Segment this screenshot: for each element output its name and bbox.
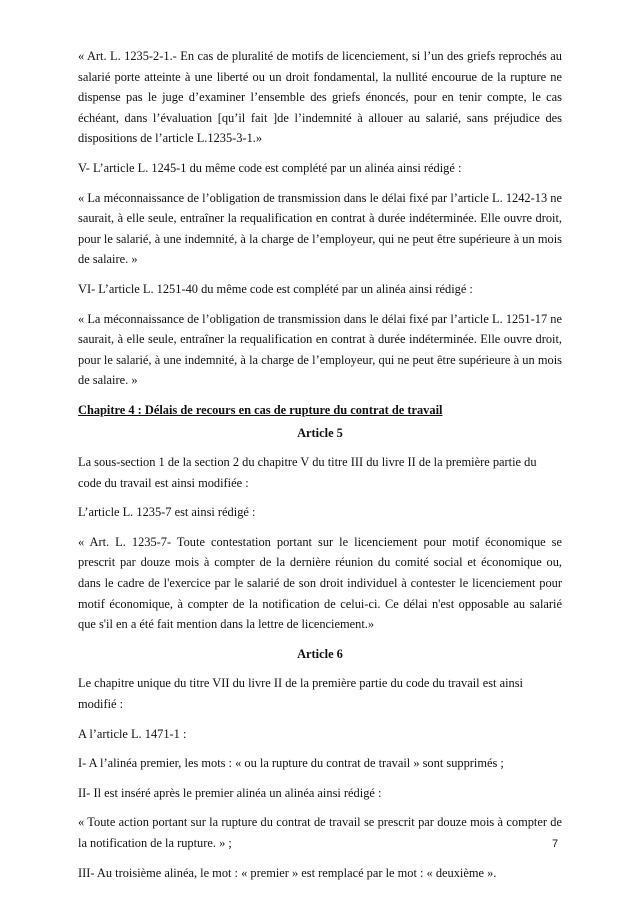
paragraph-quote-1242-13: « La méconnaissance de l’obligation de transmission dans le délai fixé par l’article L. 1242-13 ne saurait, à elle seule, entraîner la requalification en contrat à durée indéterminée. Elle ouvre droit, pour le salarié, à une indemnité, à la charge de l’employeur, qui ne peut être supérieure à un mois de salaire. » — [78, 190, 562, 267]
chapter-4-heading: Chapitre 4 : Délais de recours en cas de rupture du contrat de travail — [78, 402, 443, 417]
paragraph-section-v: V- L’article L. 1245-1 du même code est complété par un alinéa ainsi rédigé : — [78, 160, 462, 175]
paragraph-article-1235-7: L’article L. 1235-7 est ainsi rédigé : — [78, 505, 256, 520]
paragraph-item-i: I- A l’alinéa premier, les mots : « ou la rupture du contrat de travail » sont supprimés ; — [78, 756, 504, 771]
document-page — [78, 46, 562, 892]
paragraph-item-iii: III- Au troisième alinéa, le mot : « premier » est remplacé par le mot : « deuxième ». — [78, 865, 497, 880]
paragraph-item-ii: II- Il est inséré après le premier alinéa un alinéa ainsi rédigé : — [78, 785, 382, 800]
paragraph-section-vi: VI- L’article L. 1251-40 du même code est complété par un alinéa ainsi rédigé : — [78, 281, 473, 296]
paragraph-quote-1251-17: « La méconnaissance de l’obligation de transmission dans le délai fixé par l’article L. 1251-17 ne saurait, à elle seule, entraîner la requalification en contrat à durée indéterminée. Elle ouvre droit, pour le salarié, à une indemnité, à la charge de l’employeur, qui ne peut être supérieure à un mois de salaire. » — [78, 311, 562, 388]
article-6-title: Article 6 — [297, 646, 343, 661]
article-5-title: Article 5 — [297, 425, 343, 440]
paragraph-quote-1235-7: « Art. L. 1235-7- Toute contestation portant sur le licenciement pour motif économique se prescrit par douze mois à compter de la dernière réunion du comité social et économique ou, dans le cadre de l'exercice par le salarié de son droit individuel à contester le licenciement pour motif économique, à compter de la notification de celui-ci. Ce délai n'est opposable au salarié que s'il en a été fait mention dans la lettre de licenciement.» — [78, 534, 562, 632]
page-number: 7 — [552, 838, 559, 850]
paragraph-chapitre-unique: Le chapitre unique du titre VII du livre II de la première partie du code du travail est ainsi modifié : — [78, 676, 523, 712]
paragraph-quote-rupture: « Toute action portant sur la rupture du contrat de travail se prescrit par douze mois à compter de la notification de la rupture. » ; — [78, 815, 562, 850]
paragraph-sous-section: La sous-section 1 de la section 2 du chapitre V du titre III du livre II de la première partie du code du travail est ainsi modifiée : — [78, 455, 537, 490]
paragraph-art-1235-2-1: « Art. L. 1235-2-1.- En cas de pluralité de motifs de licenciement, si l’un des griefs reprochés au salarié porte atteinte à une liberté ou un droit fondamental, la nullité encourue de la rupture ne dispense pas le juge d’examiner l’ensemble des griefs énoncés, pour en tenir compte, le cas échéant, dans l’évaluation [qu’il fait ]de l’indemnité à allouer au salarié, sans préjudice des dispositions de l’article L.1235-3-1.» — [78, 49, 562, 146]
paragraph-article-1471-1: A l’article L. 1471-1 : — [78, 726, 187, 741]
